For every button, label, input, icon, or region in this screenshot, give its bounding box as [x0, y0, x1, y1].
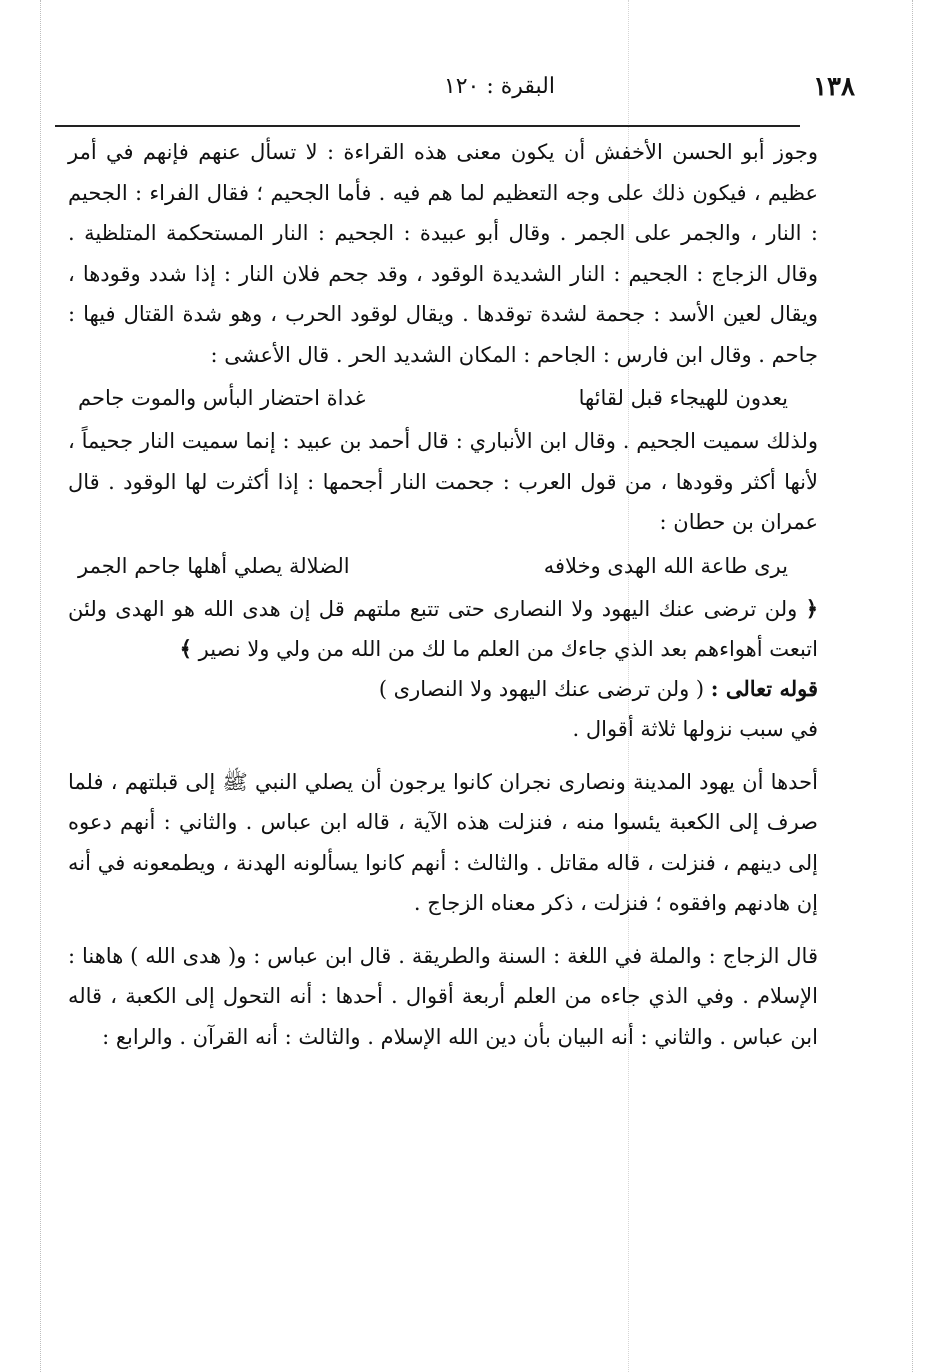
page-number: ١٣٨ — [813, 72, 855, 102]
poetry-verse — [68, 375, 818, 421]
paragraph: ولذلك سميت الجحيم . وقال ابن الأنباري : قال أحمد بن عبيد : إنما سميت النار جحيماً ، لأنها أكثر وقودها ، من قول العرب : جحمت النار أجحمها : إذا أكثرت لها الوقود . قال عمران بن حطان : — [68, 429, 818, 534]
verse-second-hemistich: الضلالة يصلي أهلها جاحم الجمر — [78, 553, 350, 578]
poetry-verse — [68, 543, 818, 589]
body-text — [68, 132, 818, 1057]
verse-first-hemistich: يرى طاعة الله الهدى وخلافه — [543, 553, 788, 578]
paragraph: في سبب نزولها ثلاثة أقوال . — [572, 717, 818, 741]
scan-guide-line — [912, 0, 913, 1372]
quran-close-bracket: ﴾ — [179, 635, 192, 661]
paragraph-spacer — [68, 924, 818, 936]
quran-verse — [68, 589, 818, 669]
chapter-reference: البقرة : ١٢٠ — [443, 74, 555, 99]
paragraph: وجوز أبو الحسن الأخفش أن يكون معنى هذه القراءة : لا تسأل عنهم فإنهم في أمر عظيم ، فيكون ذلك على وجه التعظيم لما هم فيه . فأما الجحيم ؛ فقال الفراء : الجحيم : النار ، والجمر على الجمر . وقال أبو عبيدة : الجحيم : النار المستحكمة المتلظية . وقال الزجاج : الجحيم : النار الشديدة الوقود ، وقد جحم فلان النار : إذا شدد وقودها ، ويقال لعين الأسد : جحمة لشدة توقدها . ويقال لوقود الحرب ، وهو شدة القتال فيها : جاحم . وقال ابن فارس : الجاحم : المكان الشديد الحر . قال الأعشى : — [68, 140, 818, 367]
commentary-lead: قوله تعالى : — [710, 675, 818, 701]
quoted-verse: ( ولن ترضى عنك اليهود ولا النصارى ) — [378, 676, 705, 701]
paragraph: قال الزجاج : والملة في اللغة : السنة والطريقة . قال ابن عباس : و( هدى الله ) هاهنا : الإسلام . وفي الذي جاءه من العلم أربعة أقوال . أحدها : أنه التحول إلى الكعبة ، قاله ابن عباس . والثاني : أنه البيان بأن دين الله الإسلام . والثالث : أنه القرآن . والرابع : — [68, 943, 818, 1049]
quran-verse-text: ولن ترضى عنك اليهود ولا النصارى حتى تتبع ملتهم قل إن هدى الله هو الهدى ولئن اتبعت أهواءهم بعد الذي جاءك من العلم ما لك من الله من ولي ولا نصير — [68, 596, 818, 661]
paragraph — [68, 669, 818, 710]
paragraph: أحدها أن يهود المدينة ونصارى نجران كانوا يرجون أن يصلي النبي ﷺ إلى قبلتهم ، فلما صرف إلى الكعبة يئسوا منه ، فنزلت هذه الآية ، قاله ابن عباس . والثاني : أنهم دعوه إلى دينهم ، فنزلت ، قاله مقاتل . والثالث : أنهم كانوا يسألونه الهدنة ، ويطمعونه في أنه إن هادنهم وافقوه ؛ فنزلت ، ذكر معناه الزجاج . — [68, 769, 818, 915]
header-rule — [55, 125, 800, 127]
verse-second-hemistich: غداة احتضار البأس والموت جاحم — [78, 386, 366, 410]
running-head — [100, 72, 855, 112]
quran-open-bracket: ﴿ — [805, 595, 818, 621]
verse-first-hemistich: يعدون للهيجاء قبل لقائها — [578, 386, 788, 410]
scan-guide-line — [40, 0, 41, 1372]
paragraph-spacer — [68, 750, 818, 762]
